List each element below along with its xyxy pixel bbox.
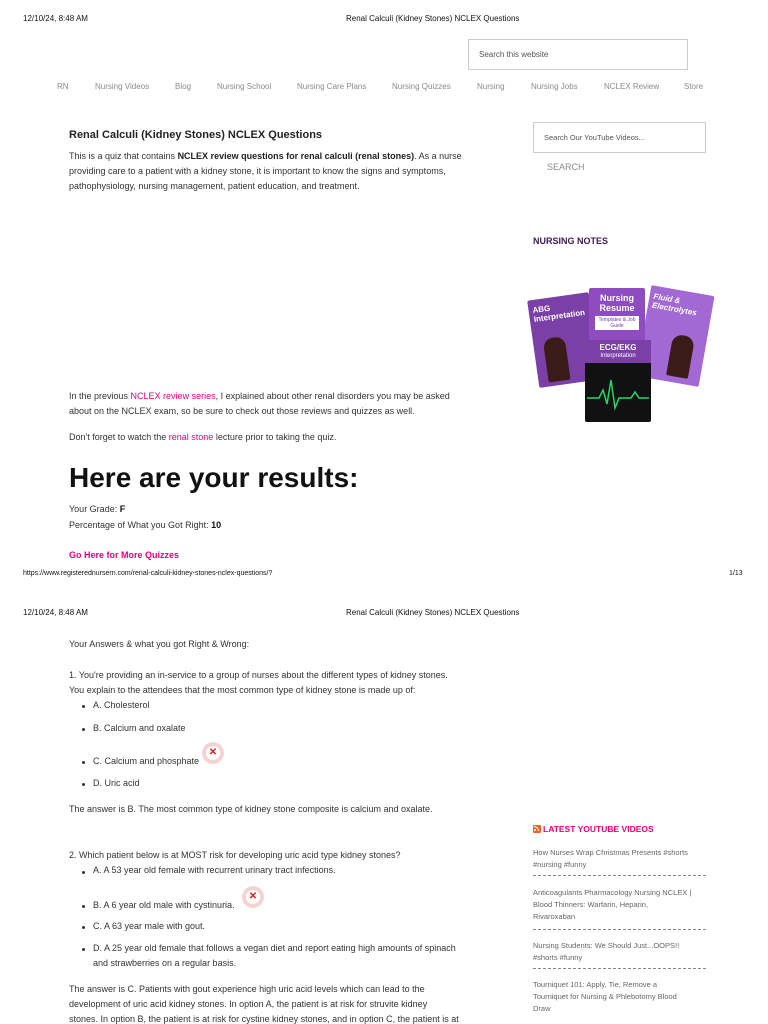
nursing-notes-promo-image[interactable] bbox=[531, 288, 709, 422]
nursing-notes-heading: NURSING NOTES bbox=[533, 236, 609, 246]
bullet bbox=[82, 728, 85, 731]
youtube-search-input[interactable]: Search Our YouTube Videos... bbox=[533, 122, 706, 153]
q1-option-b: B. Calcium and oxalate bbox=[93, 723, 186, 733]
article-intro: This is a quiz that contains NCLEX review questions for renal calculi (renal stones). As a nurse providing care to a patient with a kidney stone, it is important to know the signs and symptoms, pathophysiology, nursing management, patient education, and treatment. bbox=[69, 151, 462, 191]
results-heading: Here are your results: bbox=[69, 462, 359, 493]
bullet bbox=[82, 948, 85, 951]
nav-item-nursing-quizzes[interactable]: Nursing Quizzes bbox=[392, 82, 451, 91]
bullet bbox=[82, 905, 85, 908]
latest-videos-heading: LATEST YOUTUBE VIDEOS bbox=[533, 824, 654, 834]
print-title-page2: Renal Calculi (Kidney Stones) NCLEX Questions bbox=[346, 608, 520, 617]
print-url: https://www.registerednursern.com/renal-calculi-kidney-stones-nclex-questions/? bbox=[23, 570, 273, 577]
q1-answer-explanation: The answer is B. The most common type of kidney stone composite is calcium and oxalate. bbox=[69, 804, 433, 814]
nav-item-nursing-jobs[interactable]: Nursing Jobs bbox=[531, 82, 578, 91]
youtube-search-button[interactable]: SEARCH bbox=[547, 162, 585, 172]
question-1: 1. You're providing an in-service to a group of nurses about the different types of kidney stones. You explain to the attendees that the most common type of kidney stone is made up of: bbox=[69, 670, 448, 695]
bullet bbox=[82, 705, 85, 708]
print-timestamp: 12/10/24, 8:48 AM bbox=[23, 14, 88, 23]
print-timestamp-page2: 12/10/24, 8:48 AM bbox=[23, 608, 88, 617]
article-title: Renal Calculi (Kidney Stones) NCLEX Questions bbox=[69, 129, 323, 141]
grade-line: Your Grade: F bbox=[69, 504, 126, 514]
renal-stone-link[interactable]: renal stone bbox=[168, 432, 214, 442]
youtube-video-link[interactable]: How Nurses Wrap Christmas Presents #shorts #nursing #funny bbox=[533, 848, 688, 869]
wrong-answer-icon: ✕ bbox=[202, 742, 224, 764]
q1-option-c: C. Calcium and phosphate bbox=[93, 756, 200, 766]
nav-item-nursing-school[interactable]: Nursing School bbox=[217, 82, 272, 91]
ecg-waveform-icon bbox=[585, 374, 651, 414]
percentage-line: Percentage of What you Got Right: 10 bbox=[69, 520, 222, 530]
q2-option-b: B. A 6 year old male with cystinuria. bbox=[93, 900, 235, 910]
youtube-video-link[interactable]: Anticoagulants Pharmacology Nursing NCLEX | Blood Thinners: Warfarin, Heparin, Rivaroxaban bbox=[533, 888, 692, 921]
print-page-number: 1/13 bbox=[729, 570, 743, 577]
q2-option-a: A. A 53 year old female with recurrent urinary tract infections. bbox=[93, 865, 336, 875]
divider bbox=[533, 968, 706, 970]
abg-card: ABG Interpretation bbox=[527, 292, 601, 388]
question-2: 2. Which patient below is at MOST risk for developing uric acid type kidney stones? bbox=[69, 850, 401, 860]
bullet bbox=[82, 761, 85, 764]
divider bbox=[533, 929, 706, 931]
q2-answer-explanation: The answer is C. Patients with gout experience high uric acid levels which can lead to the development of uric acid kidney stones. In option A, the patient is at risk for struvite kidney stones. In option B, the patient is at risk for cystine kidney stones, and in option C, the patient is at bbox=[69, 984, 459, 1024]
answers-heading: Your Answers & what you got Right & Wrong: bbox=[69, 639, 250, 649]
q2-option-c: C. A 63 year male with gout. bbox=[93, 921, 206, 931]
bullet bbox=[82, 783, 85, 786]
q2-option-d: D. A 25 year old female that follows a vegan diet and report eating high amounts of spinach and strawberries on a regular basis. bbox=[93, 943, 456, 968]
site-search-input[interactable]: Search this website bbox=[468, 39, 688, 70]
q1-option-a: A. Cholesterol bbox=[93, 700, 150, 710]
divider bbox=[533, 875, 706, 877]
nav-item-nursing-care-plans[interactable]: Nursing Care Plans bbox=[297, 82, 367, 91]
q1-option-d: D. Uric acid bbox=[93, 778, 140, 788]
ecg-ekg-card: ECG/EKG Interpretation bbox=[585, 340, 651, 422]
youtube-video-link[interactable]: Nursing Students: We Should Just...OOPS!! #shorts #funny bbox=[533, 941, 680, 962]
more-quizzes-link[interactable]: Go Here for More Quizzes bbox=[69, 550, 180, 560]
nav-item-nursing[interactable]: Nursing bbox=[477, 82, 505, 91]
previous-series-paragraph: In the previous NCLEX review series, I explained about other renal disorders you may be asked about on the NCLEX exam, so be sure to check out those reviews and quizzes as well. bbox=[69, 391, 450, 416]
wrong-answer-icon: ✕ bbox=[242, 886, 264, 908]
nav-item-rn[interactable]: RN bbox=[57, 82, 69, 91]
rss-icon bbox=[533, 825, 541, 833]
youtube-video-link[interactable]: Tourniquet 101: Apply, Tie, Remove a Tourniquet for Nursing & Phlebotomy Blood Draw bbox=[533, 980, 677, 1013]
watch-lecture-paragraph: Don't forget to watch the renal stone lecture prior to taking the quiz. bbox=[69, 432, 337, 442]
bullet bbox=[82, 926, 85, 929]
nursing-resume-card: Nursing Resume Templates & Job Guide bbox=[589, 288, 645, 362]
nav-item-blog[interactable]: Blog bbox=[175, 82, 192, 91]
bullet bbox=[82, 871, 85, 874]
print-title: Renal Calculi (Kidney Stones) NCLEX Questions bbox=[346, 14, 520, 23]
fluid-electrolytes-card: Fluid & Electrolytes bbox=[635, 285, 714, 387]
nav-item-nursing-videos[interactable]: Nursing Videos bbox=[95, 82, 150, 91]
nav-item-store[interactable]: Store bbox=[684, 82, 704, 91]
nav-item-nclex-review[interactable]: NCLEX Review bbox=[604, 82, 660, 91]
nclex-review-series-link[interactable]: NCLEX review series bbox=[130, 391, 216, 401]
